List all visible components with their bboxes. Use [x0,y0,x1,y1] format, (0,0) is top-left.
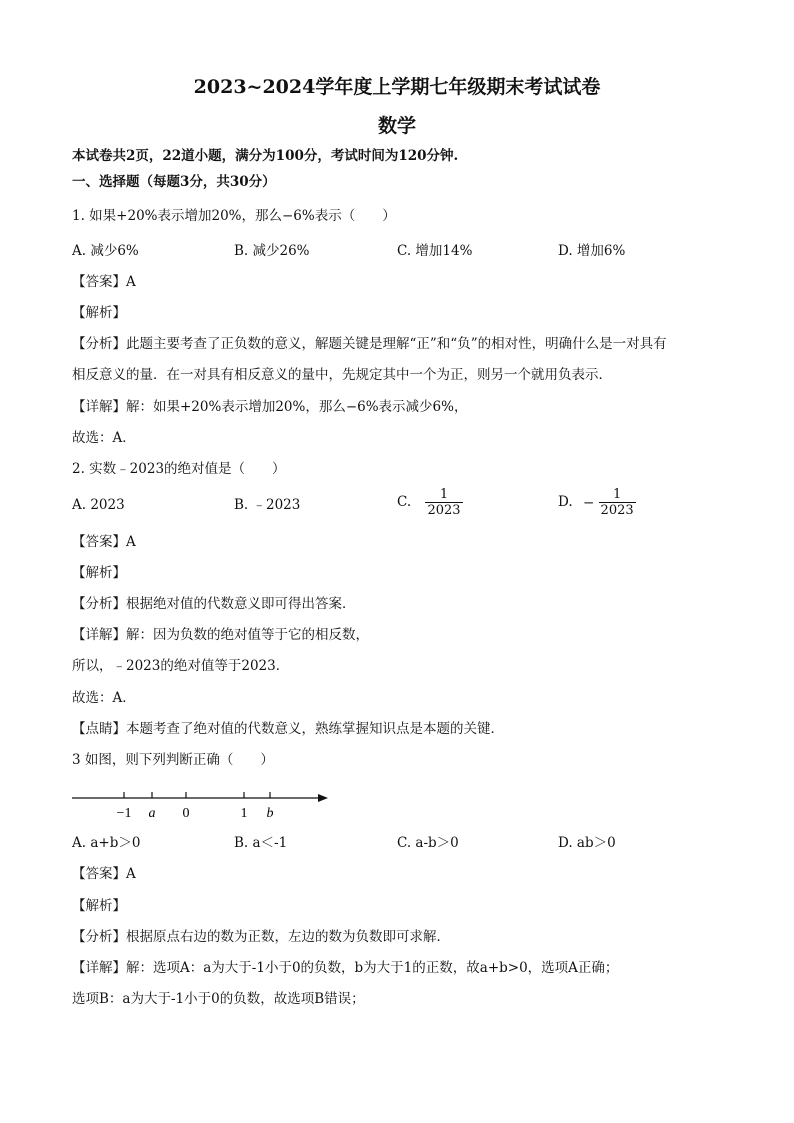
q2-option-d-label: D. [558,494,573,510]
label-minus-one: −1 [116,806,132,821]
q3-stem: 3 如图，则下列判断正确（ ） [72,752,274,768]
q1-stem: 1. 如果+20%表示增加20%，那么−6%表示（ ） [72,208,396,224]
q2-therefore: 所以，﹣2023的绝对值等于2023． [72,658,290,674]
q2-xiangjie: 【详解】解：因为负数的绝对值等于它的相反数， [72,627,369,643]
q1-xiangjie: 【详解】解：如果+20%表示增加20%，那么−6%表示减少6%， [72,399,468,415]
exam-title: 2023~2024学年度上学期七年级期末考试试卷 [193,76,601,98]
fraction-denominator: 2023 [427,503,461,518]
q3-jiexi: 【解析】 [72,898,126,914]
q2-conclusion: 故选：A． [72,690,136,706]
q3-fenxi: 【分析】根据原点右边的数为正数，左边的数为负数即可求解． [72,929,450,945]
q2-option-b: B. ﹣2023 [234,497,301,513]
q2-option-d-fraction [599,487,636,518]
q2-option-c-fraction [425,487,462,518]
q1-option-c: C. 增加14% [397,243,473,259]
fraction-denominator: 2023 [600,503,634,518]
q2-option-c [397,487,463,518]
number-line-diagram [70,784,332,824]
q2-option-c-label: C. [397,494,412,510]
q3-option-c: C. a-b＞0 [397,835,459,851]
q1-jiexi: 【解析】 [72,305,126,321]
fraction-numerator: 1 [612,487,622,502]
q1-fenxi-line1: 【分析】此题主要考查了正负数的意义，解题关键是理解“正”和“负”的相对性，明确什么是一对具有 [72,336,667,352]
label-a: a [148,806,156,821]
label-zero: 0 [182,806,190,821]
label-b: b [266,806,274,821]
number-line-arrow [318,794,328,802]
q3-option-b-explanation: 选项B：a为大于-1小于0的负数，故选项B错误； [72,991,365,1007]
q1-option-b: B. 减少26% [234,243,310,259]
q2-option-a: A. 2023 [72,497,125,513]
q3-xiangjie: 【详解】解：选项A：a为大于-1小于0的负数，b为大于1的正数，故a+b>0，选项A正确； [72,960,619,976]
q2-jiexi: 【解析】 [72,565,126,581]
q2-dianjing: 【点睛】本题考查了绝对值的代数意义，熟练掌握知识点是本题的关键． [72,721,504,737]
q3-answer: 【答案】A [72,866,136,882]
subject-title: 数学 [377,115,416,137]
q1-answer: 【答案】A [72,274,136,290]
q2-option-d [558,487,636,518]
q1-option-d: D. 增加6% [558,243,626,259]
q3-option-d: D. ab＞0 [558,835,616,851]
q3-option-a: A. a+b＞0 [72,835,141,851]
fraction-numerator: 1 [439,487,449,502]
q2-answer: 【答案】A [72,534,136,550]
q1-option-a: A. 减少6% [72,243,139,259]
exam-intro: 本试卷共2页，22道小题，满分为100分，考试时间为120分钟. [72,148,459,164]
section-heading: 一、选择题（每题3分，共30分） [72,174,276,190]
q2-stem: 2. 实数﹣2023的绝对值是（ ） [72,461,286,477]
q2-option-d-sign: − [582,494,595,511]
q3-option-b: B. a＜-1 [234,835,288,851]
label-one: 1 [240,806,248,821]
q1-fenxi-line2: 相反意义的量．在一对具有相反意义的量中，先规定其中一个为正，则另一个就用负表示． [72,367,612,383]
q2-fenxi: 【分析】根据绝对值的代数意义即可得出答案． [72,596,356,612]
q1-conclusion: 故选：A． [72,430,136,446]
